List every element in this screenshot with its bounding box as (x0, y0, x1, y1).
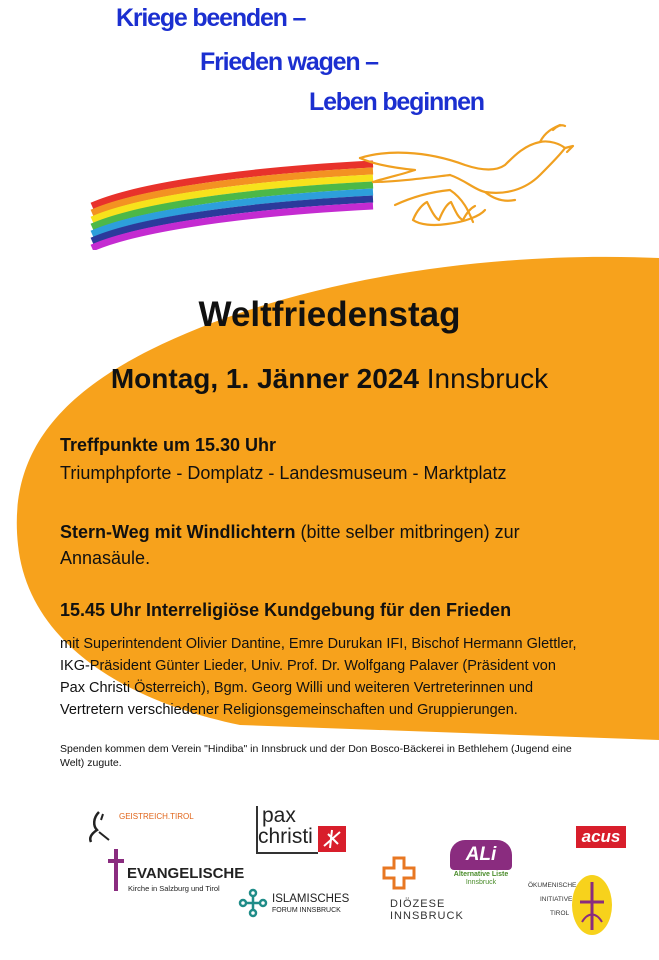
rally-line-4: Vertretern verschiedener Religionsgemeinschaften und Gruppierungen. (60, 702, 518, 718)
rally-line-3: Pax Christi Österreich), Bgm. Georg Willi und weiteren Vertreterinnen und (60, 680, 534, 696)
dioezese-text-2: INNSBRUCK (390, 910, 464, 922)
slogan-line-1: Kriege beenden – (116, 4, 306, 32)
islamisches-text: ISLAMISCHES (272, 893, 350, 905)
walk-line-2: Annasäule. (60, 548, 151, 568)
forum-text: FORUM INNSBRUCK (272, 907, 341, 914)
dove-icon (355, 120, 585, 235)
oekum-text-2: INITIATIVE (540, 896, 573, 903)
islamisches-forum-logo (238, 885, 348, 925)
meeting-places: Triumphpforte - Domplatz - Landesmuseum - Marktplatz (60, 463, 507, 483)
geistreich-text: GEISTREICH.TIROL (119, 812, 194, 821)
oekum-text-3: TIROL (550, 910, 570, 917)
dioezese-text-1: DIÖZESE (390, 898, 446, 910)
evangelische-text: EVANGELISCHE (127, 865, 245, 882)
oekumenische-initiative-logo (528, 870, 628, 940)
dioezese-logo (380, 852, 470, 922)
rainbow-graphic (88, 150, 378, 250)
pax-text: pax (262, 804, 296, 827)
ali-subtext-1: Alternative Liste (453, 871, 509, 878)
donation-line-2: Welt) zugute. (60, 757, 122, 769)
event-city: Innsbruck (426, 363, 549, 394)
geistreich-figure-icon (85, 810, 113, 844)
pax-christi-logo (256, 806, 350, 854)
ali-subtext-2: Innsbruck (465, 879, 497, 886)
evangelische-subtext: Kirche in Salzburg und Tirol (128, 884, 220, 893)
dioezese-cross-icon (382, 856, 416, 890)
pax-christi-cross-icon (318, 826, 346, 852)
slogan-line-3: Leben beginnen (309, 88, 484, 116)
event-title: Weltfriedenstag (198, 295, 461, 334)
walk-bold: Stern-Weg mit Windlichtern (60, 522, 296, 542)
rally-heading: 15.45 Uhr Interreligiöse Kundgebung für den Frieden (60, 600, 512, 620)
ali-text: ALi (450, 840, 512, 870)
event-date-bold: Montag, 1. Jänner 2024 (110, 363, 419, 394)
geistreich-logo (85, 810, 215, 850)
donation-line-1: Spenden kommen dem Verein "Hindiba" in Innsbruck und der Don Bosco-Bäckerei in Bethlehem (Jugend eine (60, 743, 572, 755)
acus-logo: acus (576, 826, 626, 848)
rally-line-2: IKG-Präsident Günter Lieder, Univ. Prof. Dr. Wolfgang Palaver (Präsident von (60, 658, 556, 674)
event-date (0, 363, 659, 395)
rally-line-1: mit Superintendent Olivier Dantine, Emre Durukan IFI, Bischof Hermann Glettler, (60, 636, 577, 652)
oekum-text-1: ÖKUMENISCHE (528, 882, 577, 889)
meeting-heading: Treffpunkte um 15.30 Uhr (60, 435, 277, 455)
evangelische-logo (105, 845, 245, 900)
walk-line-1 (60, 519, 520, 545)
islamic-pattern-icon (238, 887, 268, 919)
walk-rest: (bitte selber mitbringen) zur (300, 522, 520, 542)
slogan-line-2: Frieden wagen – (200, 48, 378, 76)
evangelische-cross-icon (105, 845, 127, 895)
christi-text: christi (258, 825, 313, 848)
